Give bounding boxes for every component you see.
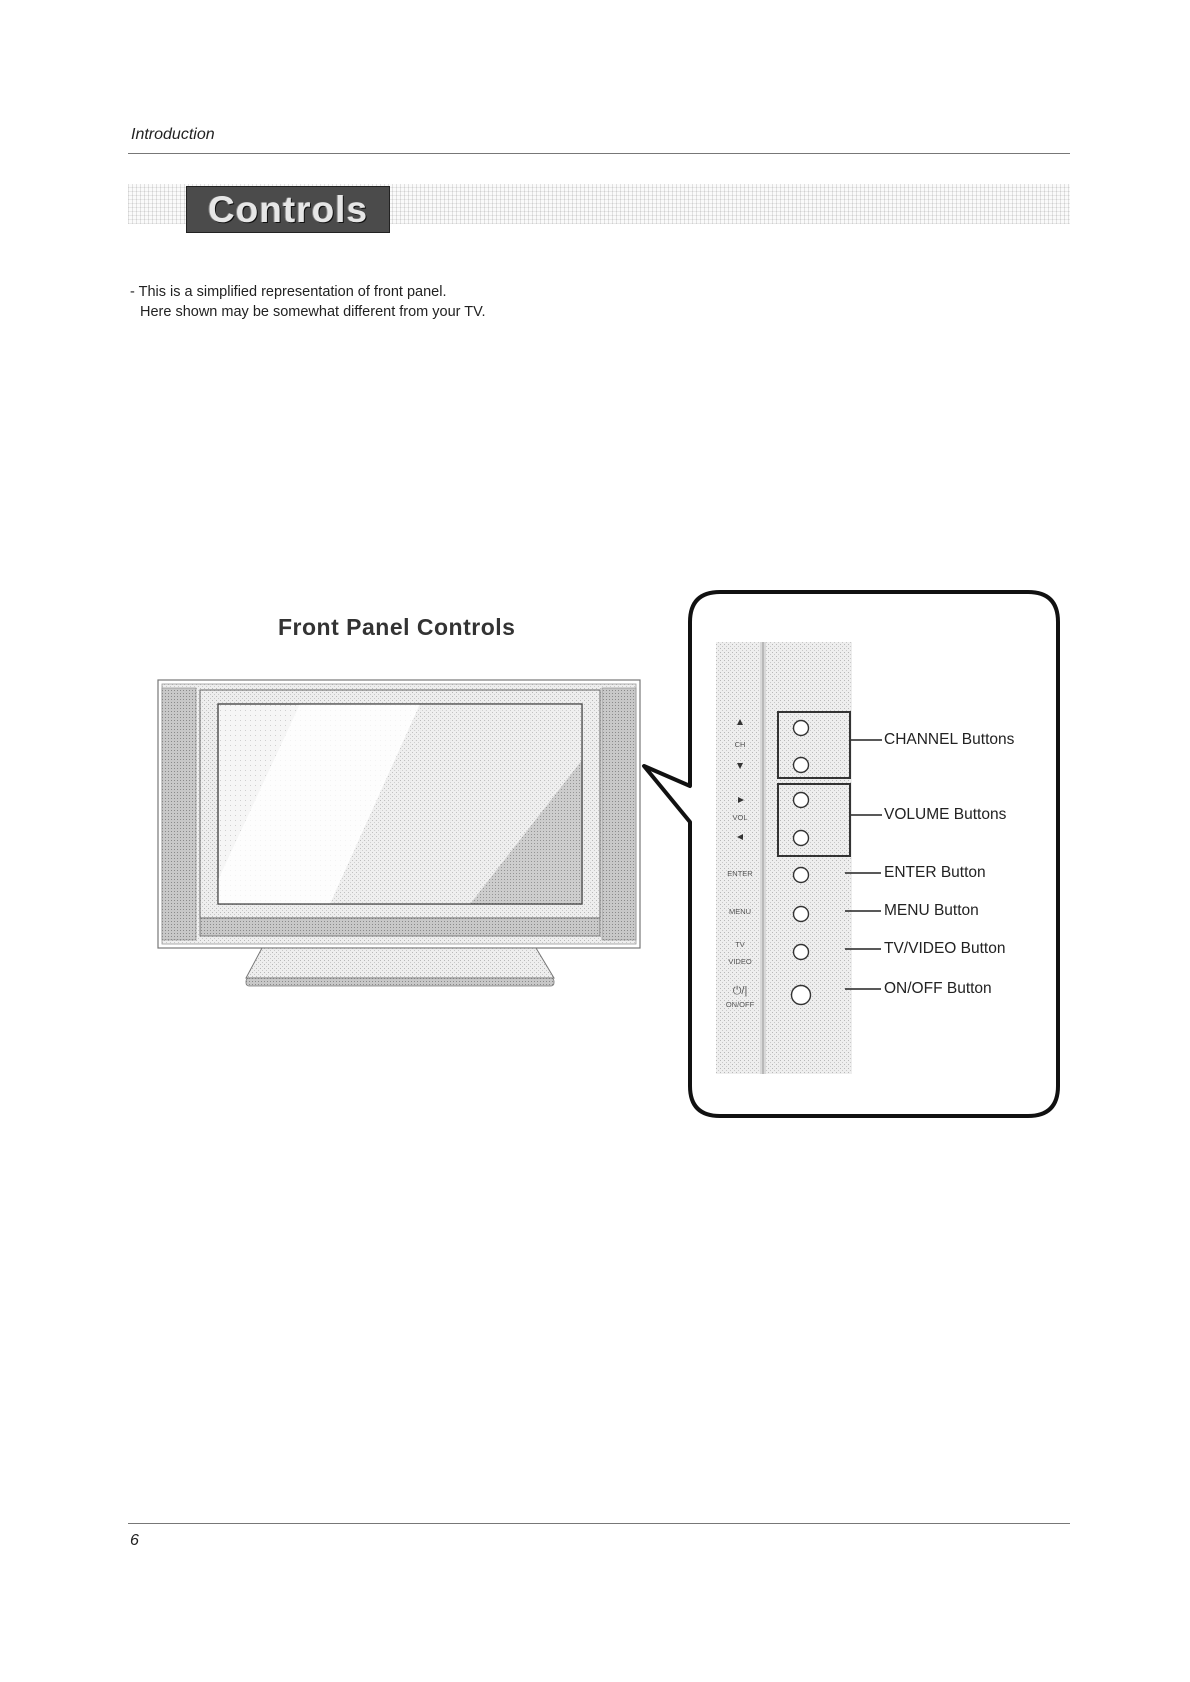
callout-channel-buttons: CHANNEL Buttons: [884, 731, 1015, 748]
channel-down-button[interactable]: [794, 758, 809, 773]
page-number: 6: [130, 1532, 139, 1549]
panel-label-onoff: ON/OFF: [725, 1000, 755, 1009]
page-title: Controls: [207, 188, 369, 230]
volume-up-button[interactable]: [794, 793, 809, 808]
panel-label-enter: ENTER: [727, 869, 753, 878]
callout-tv-video-button: TV/VIDEO Button: [884, 940, 1006, 957]
volume-down-button[interactable]: [794, 831, 809, 846]
note-line-2: Here shown may be somewhat different from your TV.: [140, 304, 486, 320]
tv-video-button[interactable]: [794, 945, 809, 960]
note-line-1: - This is a simplified representation of front panel.: [130, 284, 447, 300]
menu-button[interactable]: [794, 907, 809, 922]
enter-button[interactable]: [794, 868, 809, 883]
channel-up-button[interactable]: [794, 721, 809, 736]
callout-on-off-button: ON/OFF Button: [884, 980, 992, 997]
panel-label-menu: MENU: [728, 907, 752, 916]
callout-volume-buttons: VOLUME Buttons: [884, 806, 1007, 823]
section-label: Introduction: [131, 126, 215, 143]
tv-drawing: [158, 680, 640, 986]
callout-enter-button: ENTER Button: [884, 864, 986, 881]
panel-label-video: VIDEO: [728, 957, 752, 966]
on-off-button[interactable]: [792, 986, 811, 1005]
panel-label-vol: VOL: [732, 813, 748, 822]
callout-menu-button: MENU Button: [884, 902, 979, 919]
footer-rule: [128, 1523, 1070, 1524]
panel-label-ch: CH: [734, 740, 746, 749]
figure-heading: Front Panel Controls: [278, 614, 516, 640]
power-symbol-icon: ⏻/|: [732, 985, 748, 997]
panel-label-tv: TV: [735, 940, 745, 949]
